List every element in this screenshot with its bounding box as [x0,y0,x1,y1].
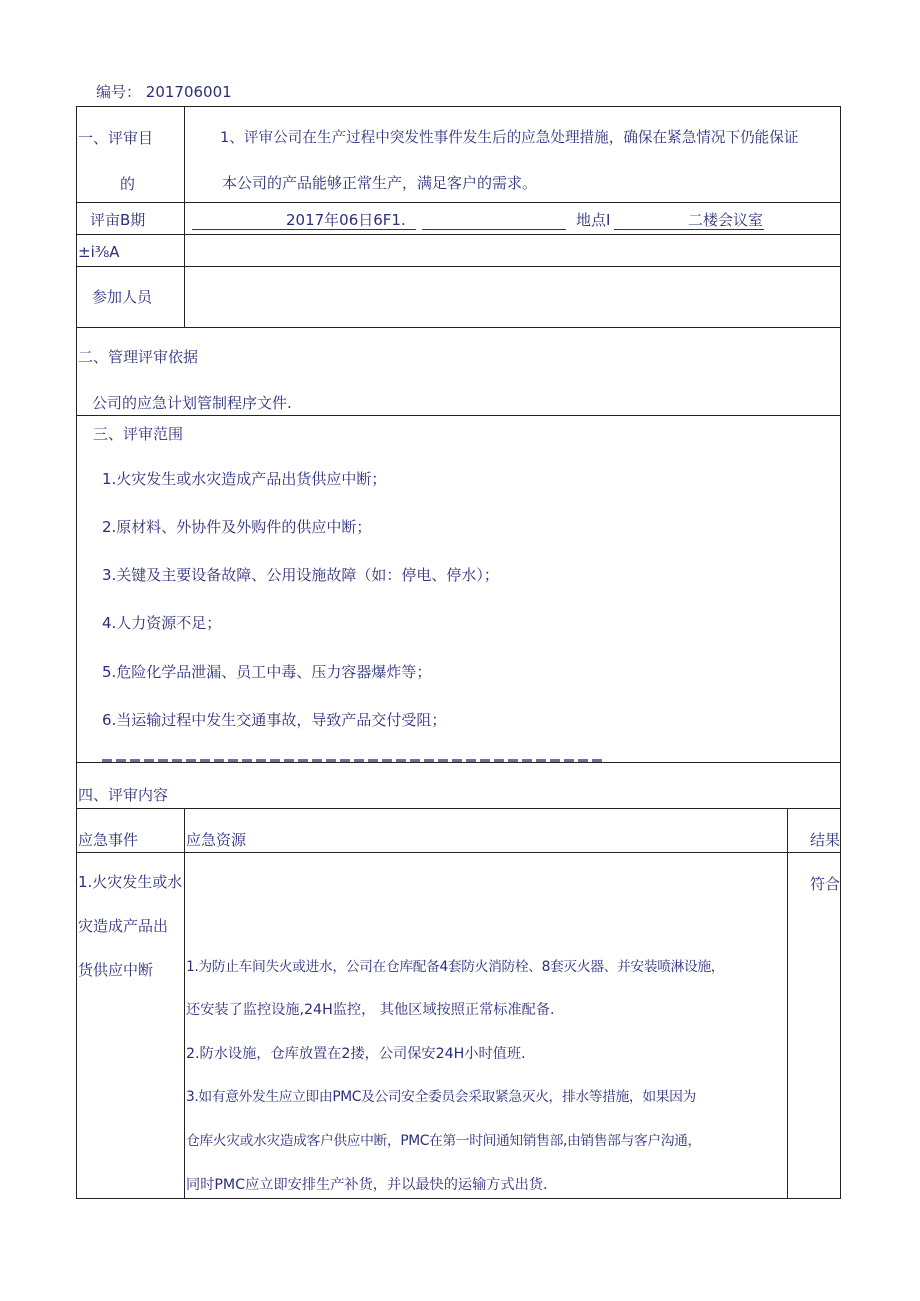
review-date-label: 评亩B期 [90,211,146,229]
purpose-line1: 1、评审公司在生产过程中突发性事件发生后的应急处理措施，确保在紧急情况下仍能保证 [220,129,799,146]
doc-number [96,82,232,102]
row-divider-date [76,202,841,203]
scope-item-4: 4.人力资源不足； [102,614,222,632]
section1-title-line1: 一、评审目 [78,129,154,147]
purpose-line2: 本公司的产品能够正常生产，满足客户的需求。 [222,174,538,192]
section1-title-line2: 的 [120,175,136,193]
section3-cell [77,416,840,762]
row-divider-section2 [76,327,841,328]
resource-line-3: 2.防水设施，仓库放置在2搂，公司保安24H小时值班. [186,1046,526,1062]
location-label: 地点I [576,211,611,229]
section2-content: 公司的应急计划管制程序文件. [92,394,292,412]
table-border-bottom [76,1198,841,1199]
scope-item-3: 3.关键及主要设备故障、公用设施故障（如：停电、停水）； [102,566,499,584]
scope-item-5: 5.危险化学品泄漏、员工中毒、压力容器爆炸等； [102,663,432,681]
table-col-divider-result [787,808,788,1198]
resource-line-4: 3.如有意外发生应立即由PMC及公司安全委员会采取紧急灭火，排水等措施，如果因为 [186,1089,696,1105]
event-line-3: 货供应中断 [78,961,154,979]
resource-line-1: 1.为防止车间失火或进水，公司在仓库配备4套防火消防栓、8套灭火器、并安装喷淋设施， [186,959,725,975]
row-divider-participants [76,266,841,267]
table-border-top [76,106,841,107]
doc-number-label: 编号： [96,83,142,101]
row-divider-host [76,234,841,235]
table-col-divider-top [184,106,185,328]
row-divider-headers [76,808,841,809]
event-line-1: 1.火灾发生或水 [78,873,183,891]
host-label: ±i⅜A [78,243,120,261]
row-divider-section4 [76,762,841,763]
result-value: 符合 [810,875,841,893]
scope-item-6: 6.当运输过程中发生交通事故，导致产品交付受阻； [102,711,447,729]
scope-item-2: 2.原材料、外协件及外购件的供应中断； [102,518,372,536]
cropped-line-fragment [102,759,602,762]
resource-cell [185,853,786,1197]
participants-label: 参加人员 [92,288,153,306]
event-line-2: 灾造成产品出 [78,917,169,935]
section4-title: 四、评审内容 [78,786,169,804]
resource-line-5: 仓库火灾或水灾造成客户供应中断，PMC在第一时间通知销售部,由销售部与客户沟通， [186,1133,701,1149]
doc-number-value: 201706001 [145,83,232,101]
location-value: 二楼会议室 [688,211,764,229]
header-result: 结果 [810,831,841,849]
date-location-underline [422,229,566,230]
header-resource: 应急资源 [186,831,247,849]
table-border-right [840,106,841,1198]
section3-title: 三、评审范围 [93,425,184,443]
review-date-value: 2017年06日6F1. [286,211,406,229]
header-event: 应急事件 [78,831,139,849]
section2-title: 二、管理评审依据 [78,348,199,366]
resource-line-6: 同时PMC应立即安排生产补货，并以最快的运输方式出货. [186,1177,548,1193]
scope-item-1: 1.火灾发生或水灾造成产品出货供应中断； [102,470,387,488]
resource-line-2: 还安装了监控设施,24H监控， 其他区域按照正常标准配备. [186,1002,555,1018]
